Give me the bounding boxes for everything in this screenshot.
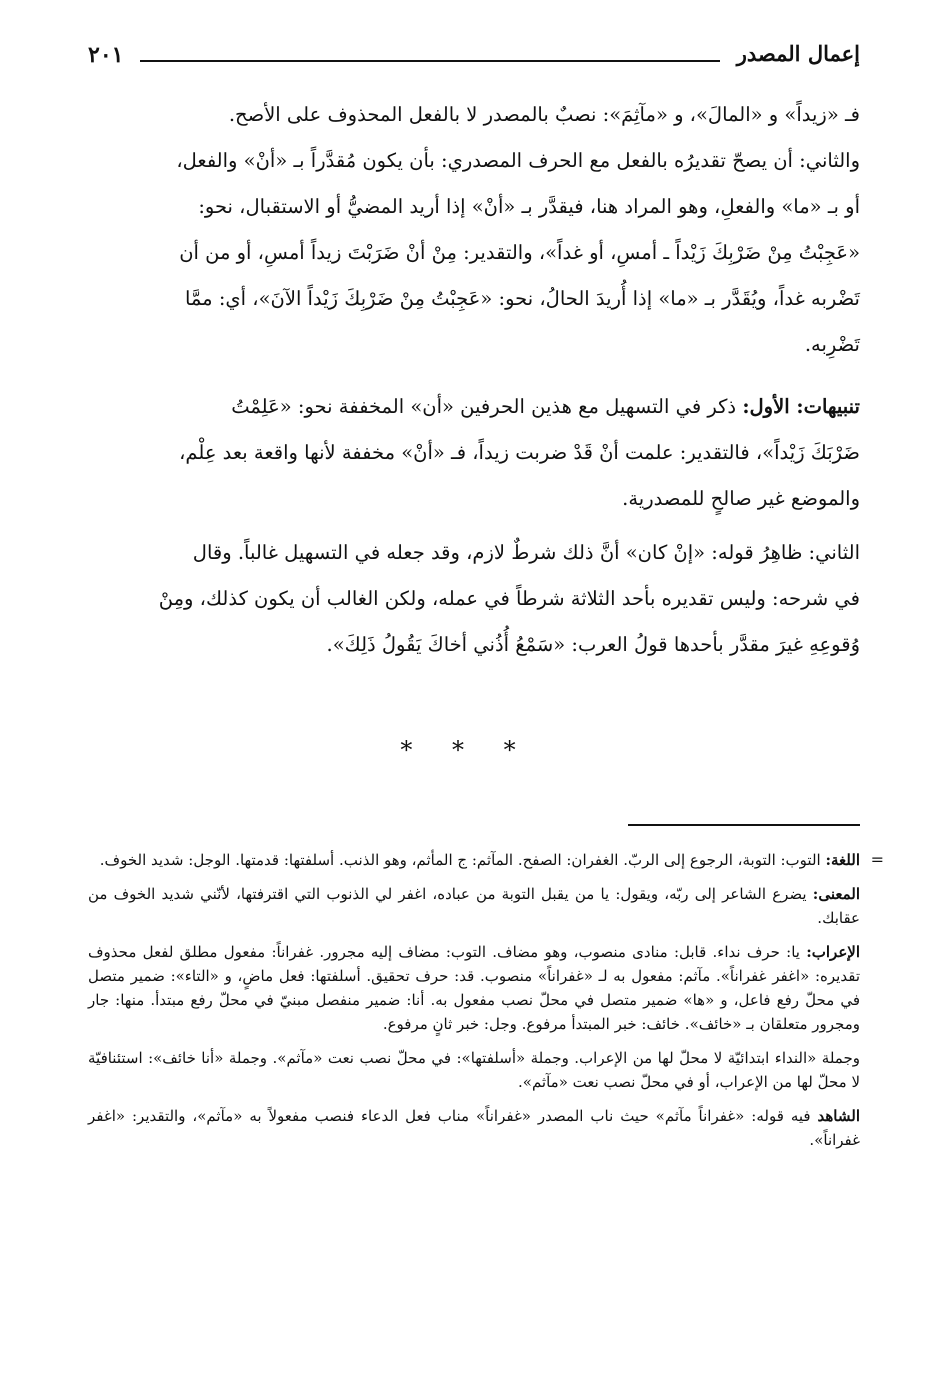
footnote-parsing (88, 940, 860, 1036)
text-line: في شرحه: وليس تقديره بأحد الثلاثة شرطاً في عمله، ولكن الغالب أن يكون كذلك، ومِنْ (158, 587, 860, 610)
footnote-text: التوب: التوبة، الرجوع إلى الربّ. الغفران: الصفح. المآثم: ج المأثم، وهو الذنب. أسلفتها: قدمتها. الوجل: شديد الخوف. (99, 851, 826, 869)
footnote-meaning (88, 882, 860, 930)
section-lead: تنبيهات: الأول: (742, 395, 860, 418)
footnote-rule (628, 824, 860, 826)
footnote-language (88, 848, 860, 872)
text-line: «عَجِبْتُ مِنْ ضَرْبِكَ زَيْداً ـ أمسِ، أو غداً»، والتقدير: مِنْ أنْ ضَرَبْتَ زيداً أمسِ، أو من أن (179, 241, 860, 264)
section-ornament: * * * (400, 736, 532, 764)
paragraph-1 (88, 92, 860, 368)
footnote-text: يا: حرف نداء. قابل: منادى منصوب، وهو مضاف. التوب: مضاف إليه مجرور. غفراناً: مفعول مطلق لفعل محذوف تقديره: «اغفر غفراناً». مآثم: مفعول به لـ «غفراناً» منصوب. قد: حرف تحقيق. أسلفتها: فعل ماضٍ، و «التاء»: ضمير متصل في محلّ رفع فاعل، و «ها» ضمير متصل في محلّ نصب مفعول به. أنا: ضمير منفصل مبنيّ في محلّ رفع مبتدأ. منها: جار ومجرور متعلقان بـ «خائف». خائف: خبر المبتدأ مرفوع. وجل: خبر ثانٍ مرفوع. (88, 943, 860, 1033)
page-number: ٢٠١ (88, 42, 124, 68)
text-line: وُقوعِهِ غيرَ مقدَّر بأحدها قولُ العرب: «سَمْعُ أُذُني أخاكَ يَقُولُ ذَلِكَ». (326, 633, 860, 656)
text-line: الثاني: ظاهِرُ قوله: «إنْ كان» أنَّ ذلك شرطٌ لازم، وقد جعله في التسهيل غالباً. وقال (192, 541, 860, 564)
footnote-text: فيه قوله: «غفراناً مآثم» حيث ناب المصدر «غفراناً» مناب فعل الدعاء فنصب مفعولاً به «مآثم»، والتقدير: «اغفر غفراناً». (88, 1107, 860, 1149)
footnote-label: الإعراب: (806, 943, 860, 961)
footnote-label: المعنى: (812, 885, 860, 903)
footnote-label: اللغة: (825, 851, 860, 869)
text-line: ضَرْبَكَ زَيْداً»، فالتقدير: علمت أنْ قَدْ ضربت زيداً، فـ «أنْ» مخففة لأنها واقعة بعد عِلْم، (179, 441, 860, 464)
paragraph-2 (88, 384, 860, 522)
text-line: تَضْربه غداً، ويُقَدَّر بـ «ما» إذا أُريدَ الحالُ، نحو: «عَجِبْتُ مِنْ ضَرْبِكَ زَيْداً الآنَ»، أي: ممَّا (184, 287, 860, 310)
text-line: والموضع غير صالحٍ للمصدرية. (622, 487, 860, 510)
footnote-sentences: وجملة «النداء ابتدائيّة لا محلّ لها من الإعراب. وجملة «أسلفتها»: في محلّ نصب نعت «مآثم». وجملة «أنا خائف»: استئنافيّة لا محلّ لها من الإعراب، أو في محلّ نصب نعت «مآثم». (88, 1049, 860, 1091)
footnote-label: الشاهد (817, 1107, 860, 1125)
text-line: فـ «زيداً» و «المالَ»، و «مآثِمَ»: نصبٌ بالمصدر لا بالفعل المحذوف على الأصح. (228, 103, 860, 126)
text-line (88, 384, 860, 430)
running-header (88, 38, 860, 78)
footnote-evidence (88, 1104, 860, 1152)
footnote-text: يضرع الشاعر إلى ربّه، ويقول: يا من يقبل التوبة من عباده، اغفر لي الذنوب التي اقترفتها، لأنّني شديد الخوف من عقابك. (88, 885, 860, 927)
continuation-mark: = (870, 850, 884, 869)
header-rule (140, 60, 720, 62)
running-title: إعمال المصدر (736, 41, 860, 66)
text-line: تَضْرِبه. (804, 333, 860, 356)
text-run: ذكر في التسهيل مع هذين الحرفين «أن» المخففة نحو: «عَلِمْتُ (231, 395, 743, 418)
paragraph-3 (88, 530, 860, 668)
text-line: والثاني: أن يصحّ تقديرُه بالفعل مع الحرف المصدري: بأن يكون مُقدَّراً بـ «أنْ» والفعل، (176, 149, 860, 172)
text-line: أو بـ «ما» والفعلِ، وهو المراد هنا، فيقدَّر بـ «أنْ» إذا أريد المضيُّ أو الاستقبال، نحو: (198, 195, 860, 218)
footnotes (88, 848, 884, 1162)
